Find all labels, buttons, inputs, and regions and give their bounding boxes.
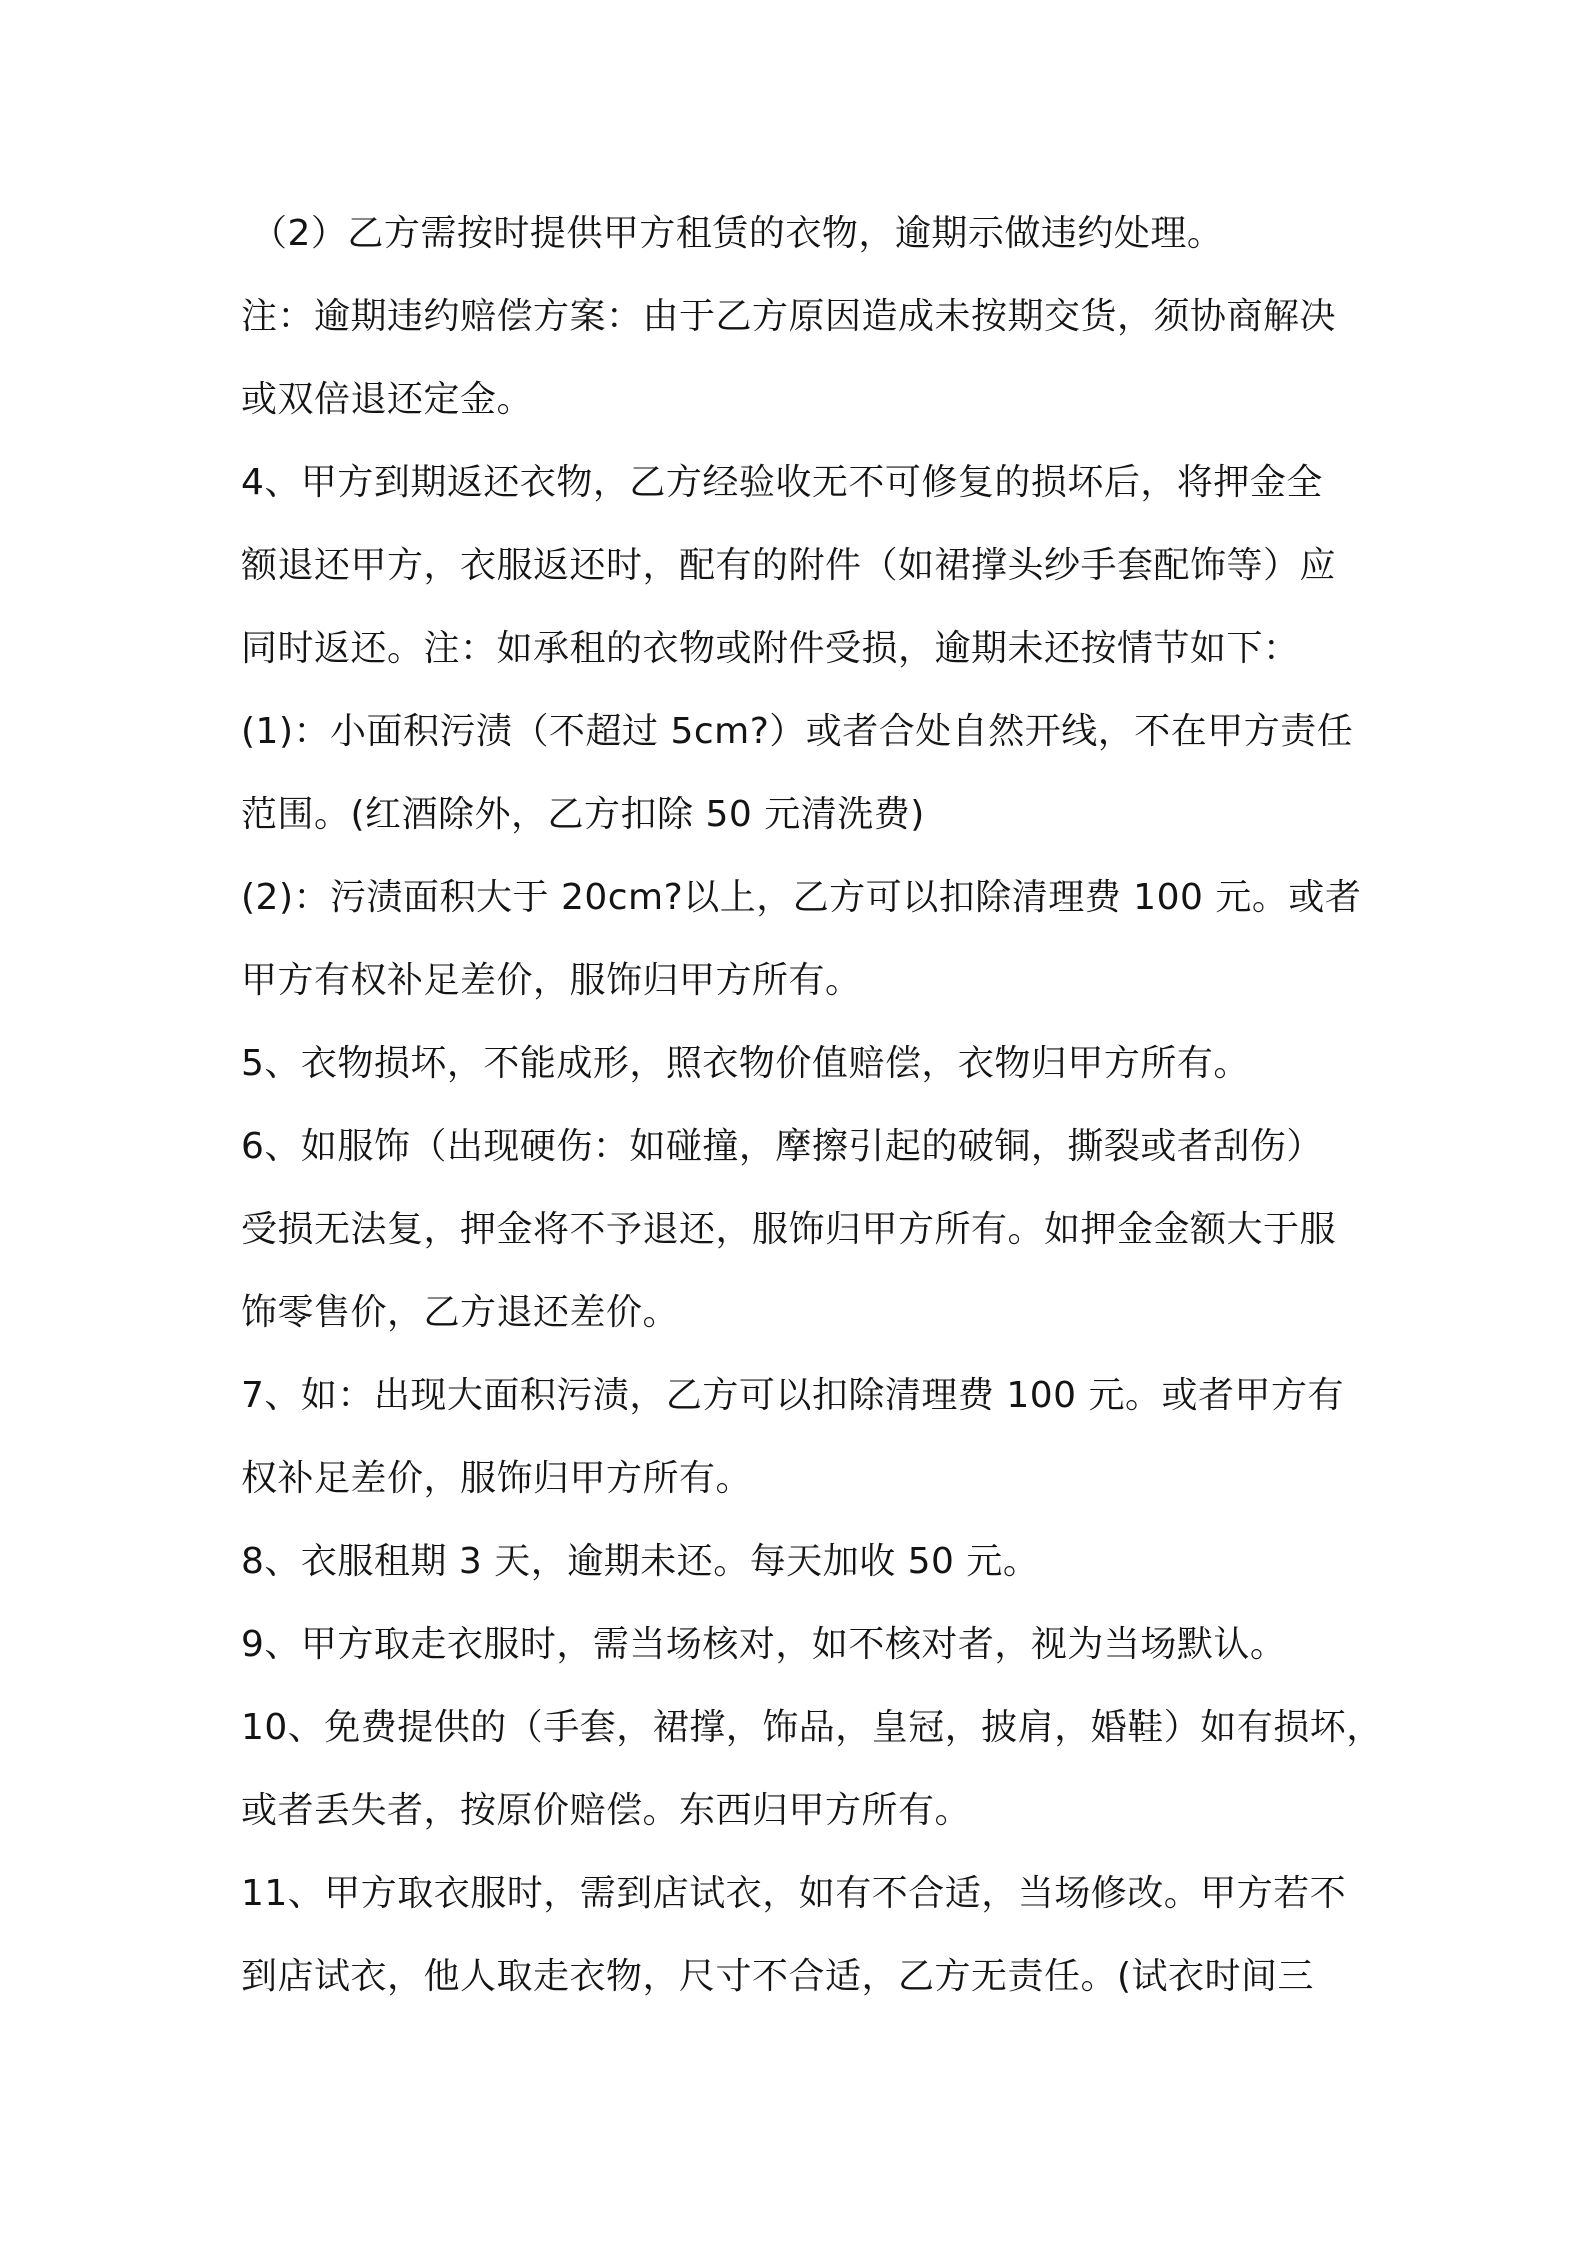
text-line-21: 11、甲方取衣服时，需到店试衣，如有不合适，当场修改。甲方若不 — [241, 1873, 1347, 1914]
text-line-7: (1)：小面积污渍（不超过 5cm?）或者合处自然开线，不在甲方责任 — [241, 711, 1354, 752]
text-line-3: 或双倍退还定金。 — [241, 379, 534, 420]
text-line-13: 受损无法复，押金将不予退还，服饰归甲方所有。如押金金额大于服 — [241, 1209, 1337, 1250]
text-line-19: 10、免费提供的（手套，裙撑，饰品，皇冠，披肩，婚鞋）如有损坏， — [241, 1707, 1383, 1748]
text-line-15: 7、如：出现大面积污渍，乙方可以扣除清理费 100 元。或者甲方有 — [241, 1375, 1345, 1416]
text-line-1: （2）乙方需按时提供甲方租赁的衣物，逾期示做违约处理。 — [251, 213, 1224, 254]
text-line-4: 4、甲方到期返还衣物，乙方经验收无不可修复的损坏后，将押金全 — [241, 462, 1323, 503]
text-line-5: 额退还甲方，衣服返还时，配有的附件（如裙撑头纱手套配饰等）应 — [241, 545, 1337, 586]
text-line-18: 9、甲方取走衣服时，需当场核对，如不核对者，视为当场默认。 — [241, 1624, 1287, 1665]
text-line-11: 5、衣物损坏，不能成形，照衣物价值赔偿，衣物归甲方所有。 — [241, 1043, 1250, 1084]
text-line-22: 到店试衣，他人取走衣物，尺寸不合适，乙方无责任。(试衣时间三 — [241, 1956, 1315, 1997]
text-line-17: 8、衣服租期 3 天，逾期未还。每天加收 50 元。 — [241, 1541, 1040, 1582]
text-line-14: 饰零售价，乙方退还差价。 — [241, 1292, 680, 1333]
text-line-16: 权补足差价，服饰归甲方所有。 — [241, 1458, 753, 1499]
contract-text-body — [241, 192, 1383, 2018]
text-line-10: 甲方有权补足差价，服饰归甲方所有。 — [241, 960, 862, 1001]
text-line-6: 同时返还。注：如承租的衣物或附件受损，逾期未还按情节如下： — [241, 628, 1300, 669]
text-line-2: 注：逾期违约赔偿方案：由于乙方原因造成未按期交货，须协商解决 — [241, 296, 1337, 337]
text-line-12: 6、如服饰（出现硬伤：如碰撞，摩擦引起的破铜，撕裂或者刮伤） — [241, 1126, 1323, 1167]
text-line-20: 或者丢失者，按原价赔偿。东西归甲方所有。 — [241, 1790, 972, 1831]
text-line-9: (2)：污渍面积大于 20cm?以上，乙方可以扣除清理费 100 元。或者 — [241, 877, 1362, 918]
text-line-8: 范围。(红酒除外，乙方扣除 50 元清洗费) — [241, 794, 925, 835]
